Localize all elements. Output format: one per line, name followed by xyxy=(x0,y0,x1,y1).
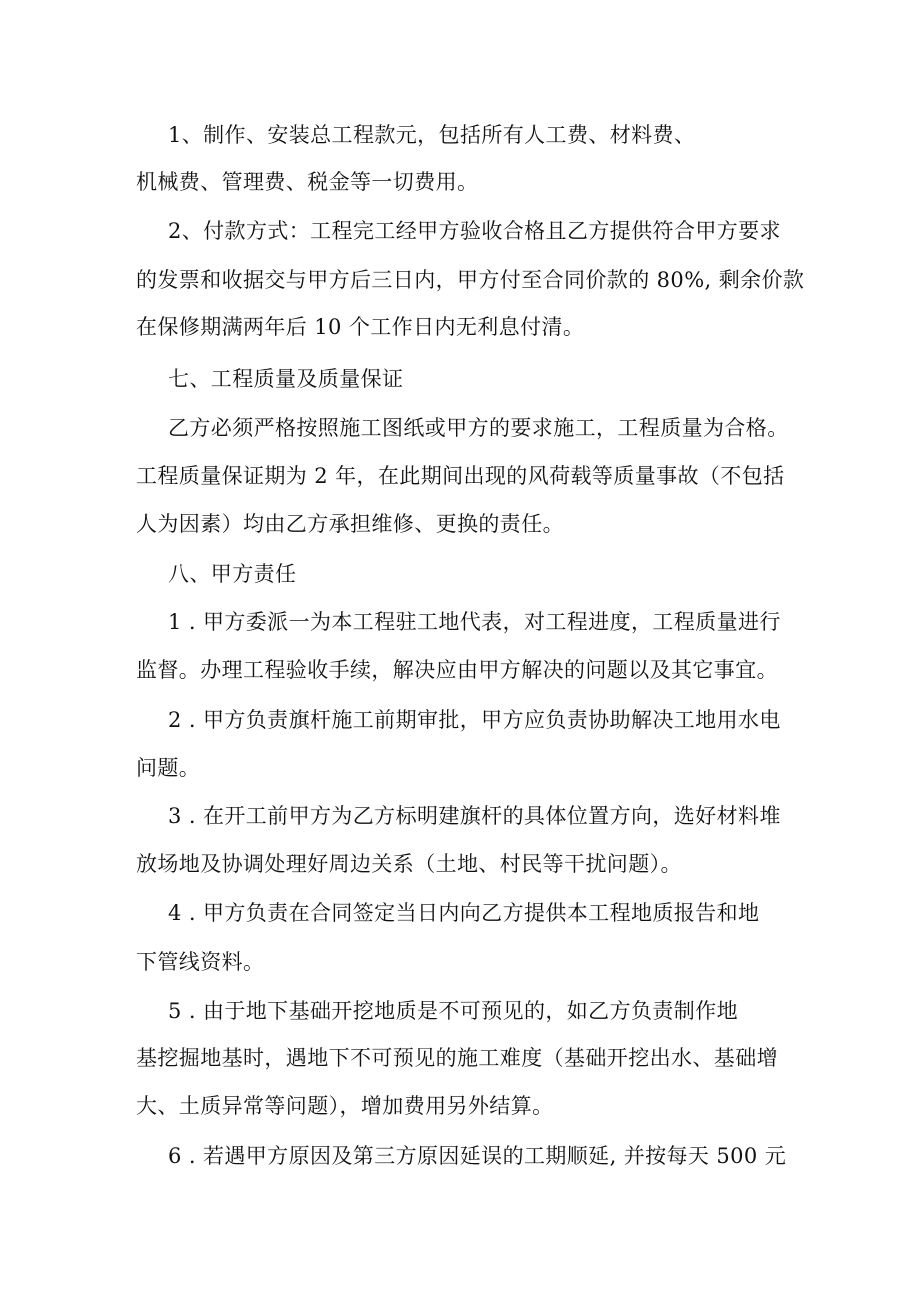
section-heading: 七、工程质量及质量保证 xyxy=(168,367,404,391)
text-line: 乙方必须严格按照施工图纸或甲方的要求施工，工程质量为合格。 xyxy=(168,416,789,440)
text-line: 2 . 甲方负责旗杆施工前期审批，甲方应负责协助解决工地用水电 xyxy=(168,708,781,732)
text-line: 1 . 甲方委派一为本工程驻工地代表，对工程进度，工程质量进行 xyxy=(168,610,781,634)
text-line: 的发票和收据交与甲方后三日内，甲方付至合同价款的 80%, 剩余价款 xyxy=(136,268,805,292)
text-line: 监督。办理工程验收手续，解决应由甲方解决的问题以及其它事宜。 xyxy=(136,658,778,682)
text-line: 人为因素）均由乙方承担维修、更换的责任。 xyxy=(136,512,564,536)
text-line: 机械费、管理费、税金等一切费用。 xyxy=(136,170,479,194)
text-line: 下管线资料。 xyxy=(136,950,265,974)
text-line: 6 . 若遇甲方原因及第三方原因延误的工期顺延, 并按每天 500 元 xyxy=(168,1144,787,1168)
text-line: 问题。 xyxy=(136,756,201,780)
text-line: 2、付款方式：工程完工经甲方验收合格且乙方提供符合甲方要求 xyxy=(168,219,781,243)
text-line: 1、制作、安装总工程款元，包括所有人工费、材料费、 xyxy=(168,123,696,147)
text-line: 5 . 由于地下基础开挖地质是不可预见的，如乙方负责制作地 xyxy=(168,999,738,1023)
text-line: 大、土质异常等问题），增加费用另外结算。 xyxy=(136,1094,554,1118)
section-heading: 八、甲方责任 xyxy=(168,562,297,586)
text-line: 在保修期满两年后 10 个工作日内无利息付清。 xyxy=(136,315,585,339)
text-line: 4 . 甲方负责在合同签定当日内向乙方提供本工程地质报告和地 xyxy=(168,901,760,925)
text-line: 基挖掘地基时，遇地下不可预见的施工难度（基础开挖出水、基础增 xyxy=(136,1046,778,1070)
text-line: 3 . 在开工前甲方为乙方标明建旗杆的具体位置方向，选好材料堆 xyxy=(168,804,781,828)
text-line: 放场地及协调处理好周边关系（土地、村民等干扰问题）。 xyxy=(136,852,682,876)
text-line: 工程质量保证期为 2 年，在此期间出现的风荷载等质量事故（不包括 xyxy=(136,464,785,488)
